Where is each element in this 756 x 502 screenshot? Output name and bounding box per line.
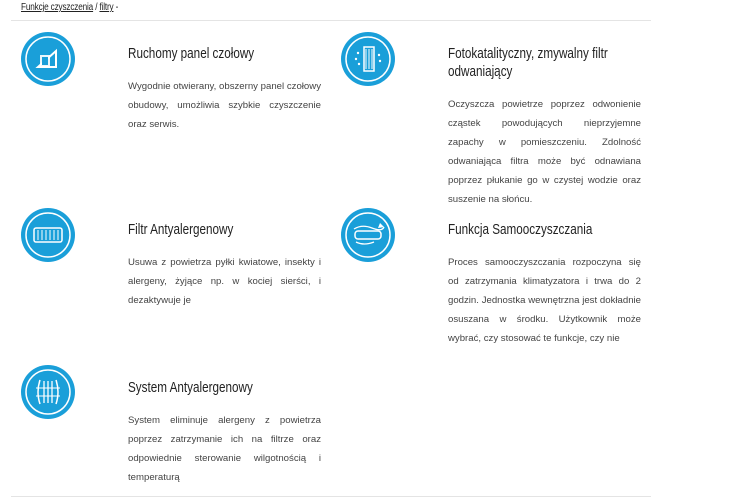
top-divider	[11, 20, 651, 21]
breadcrumb-link-filters[interactable]: filtry	[99, 2, 114, 13]
feature-title	[448, 45, 641, 81]
feature-title: Ruchomy panel czołowy	[128, 45, 255, 62]
feature-title-line2: odwaniający	[448, 63, 513, 80]
feature-description: Usuwa z powietrza pyłki kwiatowe, insekty i alergeny, żyjące np. w kociej sierści, i dezaktywuje je	[128, 257, 321, 306]
breadcrumb-suffix: -	[113, 2, 119, 13]
feature-description: Proces samooczyszczania rozpoczyna się od zatrzymania klimatyzatora i trwa do 2 godzin. Jednostka wewnętrzna jest dokładnie osuszana w środku. Użytkownik może wybrać, czy stosować te funkcje, czy nie	[448, 257, 641, 344]
feature-title: Funkcja Samooczyszczania	[448, 221, 593, 238]
photocatalytic-filter-icon	[342, 33, 394, 85]
breadcrumb	[21, 2, 118, 13]
breadcrumb-separator: /	[93, 2, 100, 13]
breadcrumb-link-cleaning[interactable]: Funkcje czyszczenia	[21, 2, 94, 13]
bottom-divider	[11, 496, 651, 497]
feature-description: Wygodnie otwierany, obszerny panel czołowy obudowy, umożliwia szybkie czyszczenie oraz serwis.	[128, 81, 321, 130]
panel-icon	[22, 33, 74, 85]
feature-description: Oczyszcza powietrze poprzez odwonienie cząstek powodujących nieprzyjemne zapachy w pomieszczeniu. Zdolność odwaniająca filtra może być odnawiana poprzez płukanie go w czystej wodzie oraz suszenie na słońcu.	[448, 99, 641, 205]
antiallergen-system-icon	[22, 366, 74, 418]
feature-title: Filtr Antyalergenowy	[128, 221, 234, 238]
feature-description: System eliminuje alergeny z powietrza poprzez zatrzymanie ich na filtrze oraz odpowiednie sterowanie wilgotnością i temperaturą	[128, 415, 321, 483]
antiallergen-filter-icon	[22, 209, 74, 261]
feature-title-line1: Fotokatalityczny, zmywalny filtr	[448, 45, 608, 62]
feature-title: System Antyalergenowy	[128, 379, 253, 396]
self-cleaning-icon	[342, 209, 394, 261]
